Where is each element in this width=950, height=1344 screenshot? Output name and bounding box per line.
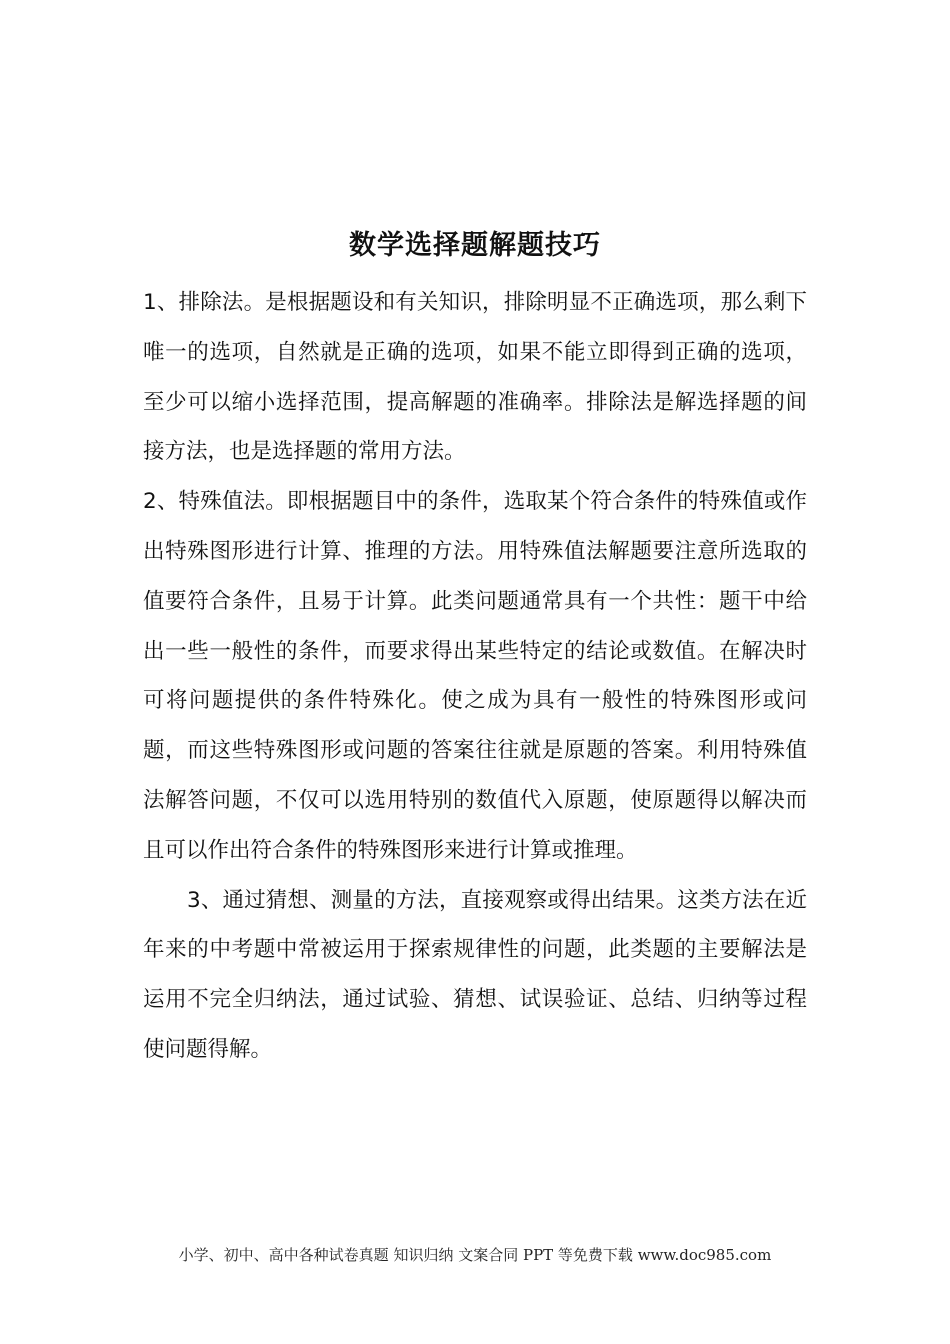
paragraph-special-value-method: 2、特殊值法。即根据题目中的条件，选取某个符合条件的特殊值或作出特殊图形进行计算、推理的方法。用特殊值法解题要注意所选取的值要符合条件，且易于计算。此类问题通常具有一个共性：题干中给出一些一般性的条件，而要求得出某些特定的结论或数值。在解决时可将问题提供的条件特殊化。使之成为具有一般性的特殊图形或问题，而这些特殊图形或问题的答案往往就是原题的答案。利用特殊值法解答问题，不仅可以选用特别的数值代入原题，使原题得以解决而且可以作出符合条件的特殊图形来进行计算或推理。 xyxy=(143,489,807,863)
document-body xyxy=(143,278,807,1075)
page-footer: 小学、初中、高中各种试卷真题 知识归纳 文案合同 PPT 等免费下载 www.doc985.com xyxy=(178,1246,772,1264)
document-title: 数学选择题解题技巧 xyxy=(349,230,601,261)
paragraph-guess-measure-method: 3、通过猜想、测量的方法，直接观察或得出结果。这类方法在近年来的中考题中常被运用于探索规律性的问题，此类题的主要解法是运用不完全归纳法，通过试验、猜想、试误验证、总结、归纳等过程使问题得解。 xyxy=(143,887,807,1062)
paragraph-exclusion-method: 1、排除法。是根据题设和有关知识，排除明显不正确选项，那么剩下唯一的选项，自然就是正确的选项，如果不能立即得到正确的选项，至少可以缩小选择范围，提高解题的准确率。排除法是解选择题的间接方法，也是选择题的常用方法。 xyxy=(143,290,807,465)
